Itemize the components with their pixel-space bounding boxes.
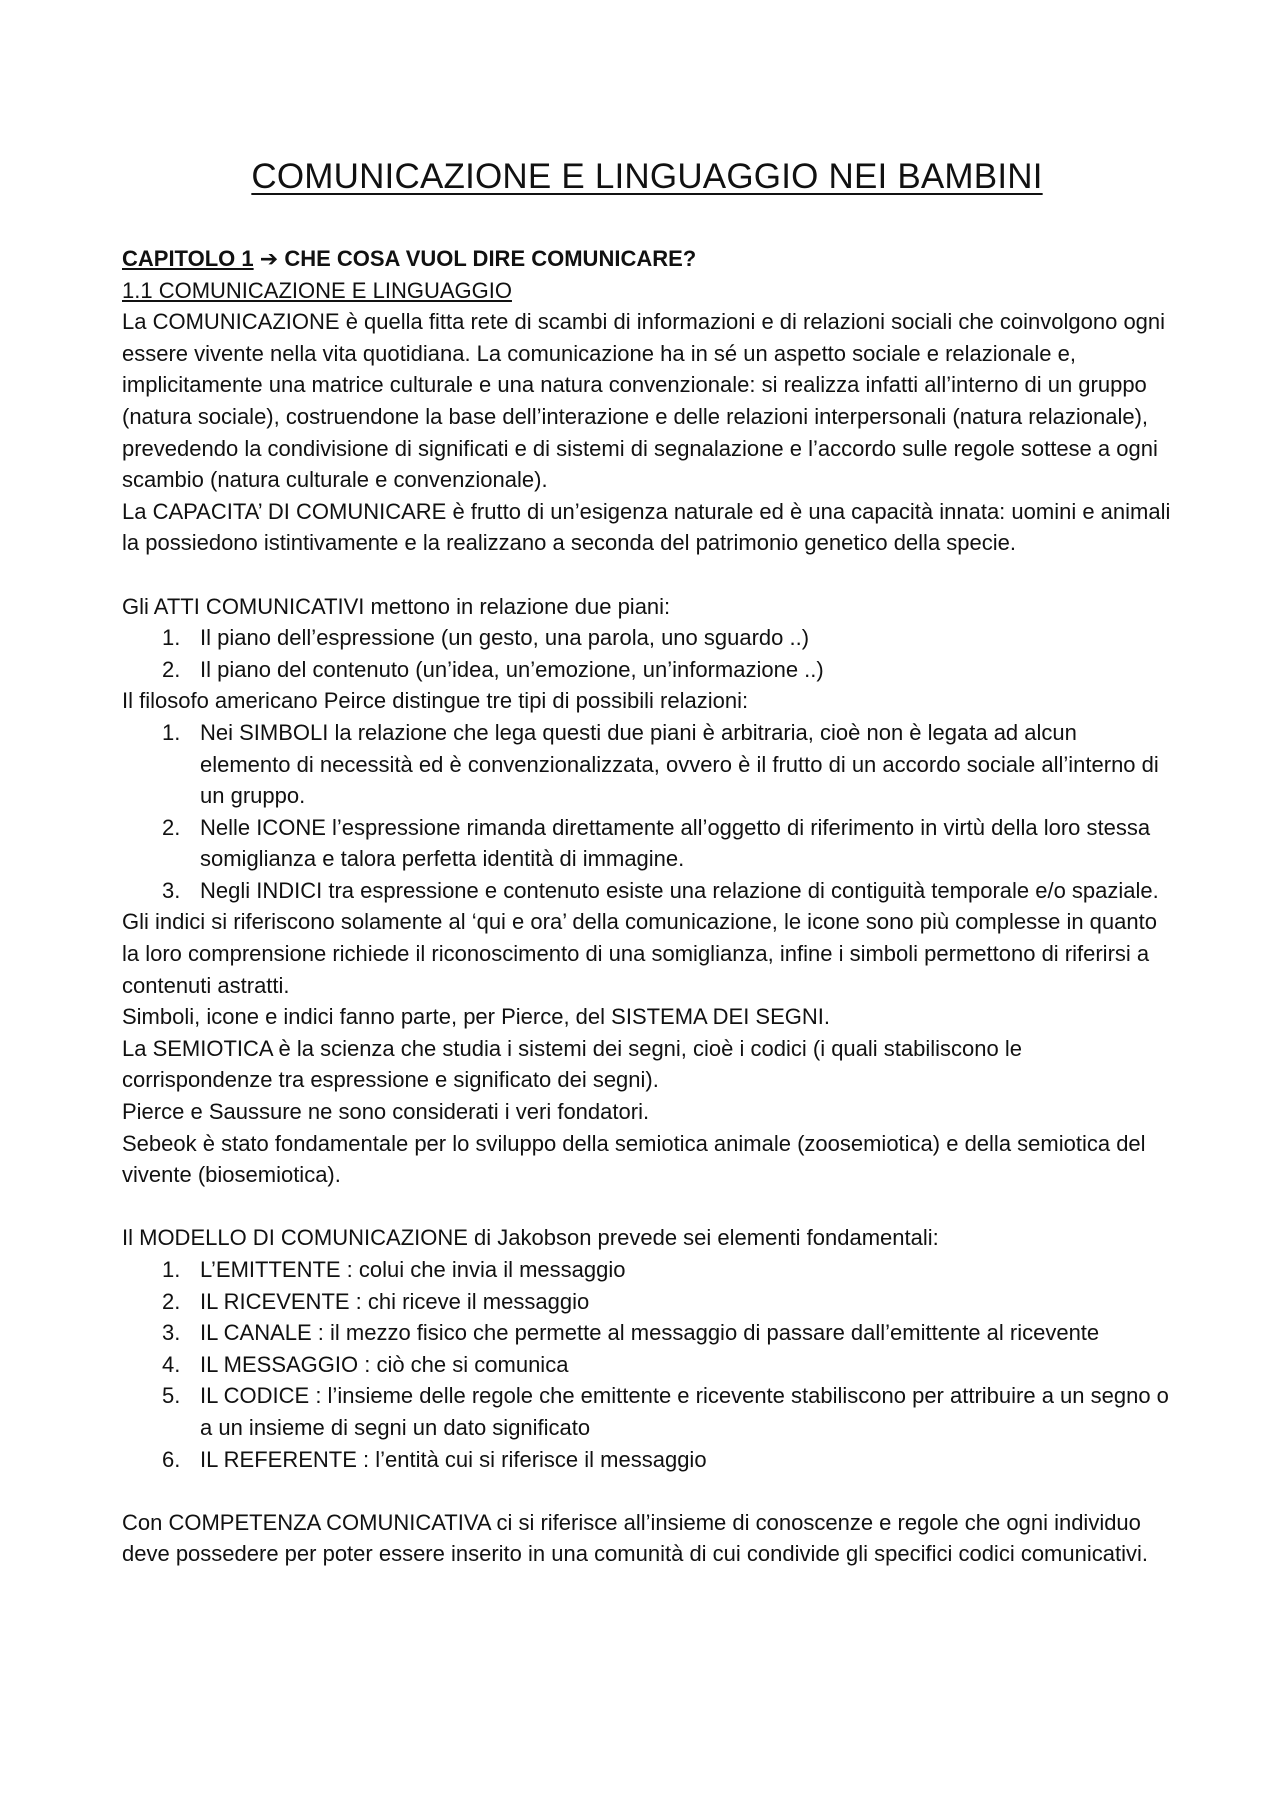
- list-item: [122, 1254, 1172, 1286]
- list-number: 6.: [162, 1446, 181, 1472]
- paragraph-sistema-segni: Simboli, icone e indici fanno parte, per Pierce, del SISTEMA DEI SEGNI.: [122, 1004, 830, 1030]
- chapter-title: CHE COSA VUOL DIRE COMUNICARE?: [284, 246, 697, 271]
- paragraph-capacita: La CAPACITA’ DI COMUNICARE è frutto di un’esigenza naturale ed è una capacità innata: uomini e animali la possiedono istintivamente e la realizzano a seconda del patrimonio genetico della specie.: [122, 498, 1171, 556]
- list-item: [122, 1286, 1172, 1318]
- list-number: 2.: [162, 656, 181, 682]
- list-item: [122, 1317, 1172, 1349]
- paragraph-peirce: Il filosofo americano Peirce distingue tre tipi di possibili relazioni:: [122, 688, 749, 714]
- paragraph-indici: Gli indici si riferiscono solamente al ‘qui e ora’ della comunicazione, le icone sono più complesse in quanto la loro comprensione richiede il riconoscimento di una somiglianza, infine i simboli permettono di riferirsi a contenuti astratti.: [122, 909, 1157, 998]
- list-number: 4.: [162, 1351, 181, 1377]
- list-text: IL CANALE : il mezzo fisico che permette al messaggio di passare dall’emittente al ricevente: [200, 1320, 1100, 1346]
- list-jakobson: [122, 1254, 1172, 1475]
- paragraph-sebeok: Sebeok è stato fondamentale per lo sviluppo della semiotica animale (zoosemiotica) e della semiotica del vivente (biosemiotica).: [122, 1130, 1146, 1188]
- list-text: IL RICEVENTE : chi riceve il messaggio: [200, 1288, 590, 1314]
- list-item: [122, 875, 1172, 907]
- list-item: [122, 1349, 1172, 1381]
- list-piani: [122, 622, 1172, 685]
- list-text: L’EMITTENTE : colui che invia il messaggio: [200, 1257, 626, 1282]
- list-number: 2.: [162, 814, 181, 840]
- list-text: Nelle ICONE l’espressione rimanda direttamente all’oggetto di riferimento in virtù della loro stessa somiglianza e talora perfetta identità di immagine.: [200, 814, 1151, 872]
- list-item: [122, 1380, 1172, 1443]
- paragraph-comunicazione: La COMUNICAZIONE è quella fitta rete di scambi di informazioni e di relazioni sociali che coinvolgono ogni essere vivente nella vita quotidiana. La comunicazione ha in sé un aspetto sociale e relazionale e, implicitamente una matrice culturale e una natura convenzionale: si realizza infatti all’interno di un gruppo (natura sociale), costruendone la base dell’interazione e delle relazioni interpersonali (natura relazionale), prevedendo la condivisione di significati e di sistemi di segnalazione e l’accordo sulle regole sottese a ogni scambio (natura culturale e convenzionale).: [122, 309, 1166, 493]
- chapter-heading: [122, 243, 1172, 275]
- paragraph-atti-comunicativi: Gli ATTI COMUNICATIVI mettono in relazione due piani:: [122, 593, 671, 619]
- chapter-label: CAPITOLO 1: [122, 246, 254, 271]
- arrow-right-icon: ➔: [259, 246, 279, 271]
- list-number: 2.: [162, 1288, 181, 1314]
- list-text: IL MESSAGGIO : ciò che si comunica: [200, 1351, 569, 1377]
- paragraph-competenza: Con COMPETENZA COMUNICATIVA ci si riferisce all’insieme di conoscenze e regole che ogni individuo deve possedere per poter essere inserito in una comunità di cui condivide gli specifici codici comunicativi.: [122, 1509, 1148, 1567]
- list-number: 5.: [162, 1383, 181, 1409]
- list-number: 1.: [162, 719, 181, 745]
- list-item: [122, 1444, 1172, 1476]
- list-text: IL REFERENTE : l’entità cui si riferisce il messaggio: [200, 1446, 707, 1472]
- list-item: [122, 812, 1172, 875]
- list-relazioni: [122, 717, 1172, 907]
- list-number: 3.: [162, 877, 181, 903]
- list-number: 3.: [162, 1320, 181, 1346]
- spacer: [122, 1475, 1172, 1507]
- list-item: [122, 622, 1172, 654]
- list-number: 1.: [162, 625, 181, 651]
- paragraph-fondatori: Pierce e Saussure ne sono considerati i veri fondatori.: [122, 1099, 650, 1125]
- list-text: IL CODICE : l’insieme delle regole che emittente e ricevente stabiliscono per attribuire a un segno o a un insieme di segni un dato significato: [200, 1383, 1169, 1440]
- spacer: [122, 559, 1172, 591]
- section-heading: 1.1 COMUNICAZIONE E LINGUAGGIO: [122, 277, 512, 303]
- paragraph-jakobson: Il MODELLO DI COMUNICAZIONE di Jakobson prevede sei elementi fondamentali:: [122, 1225, 939, 1251]
- list-text: Negli INDICI tra espressione e contenuto esiste una relazione di contiguità temporale e/o spaziale.: [200, 877, 1159, 903]
- document-page: [122, 155, 1172, 1570]
- spacer: [122, 1191, 1172, 1223]
- list-text: Il piano dell’espressione (un gesto, una parola, uno sguardo ..): [200, 625, 810, 651]
- list-text: Nei SIMBOLI la relazione che lega questi due piani è arbitraria, cioè non è legata ad alcun elemento di necessità ed è convenzionalizzata, ovvero è il frutto di un accordo sociale all’interno di un gruppo.: [200, 719, 1159, 809]
- list-item: [122, 654, 1172, 686]
- list-text: Il piano del contenuto (un’idea, un’emozione, un’informazione ..): [200, 656, 824, 682]
- list-item: [122, 717, 1172, 812]
- list-number: 1.: [162, 1257, 181, 1282]
- document-title: COMUNICAZIONE E LINGUAGGIO NEI BAMBINI: [251, 157, 1043, 196]
- paragraph-semiotica: La SEMIOTICA è la scienza che studia i sistemi dei segni, cioè i codici (i quali stabiliscono le corrispondenze tra espressione e significato dei segni).: [122, 1035, 1022, 1093]
